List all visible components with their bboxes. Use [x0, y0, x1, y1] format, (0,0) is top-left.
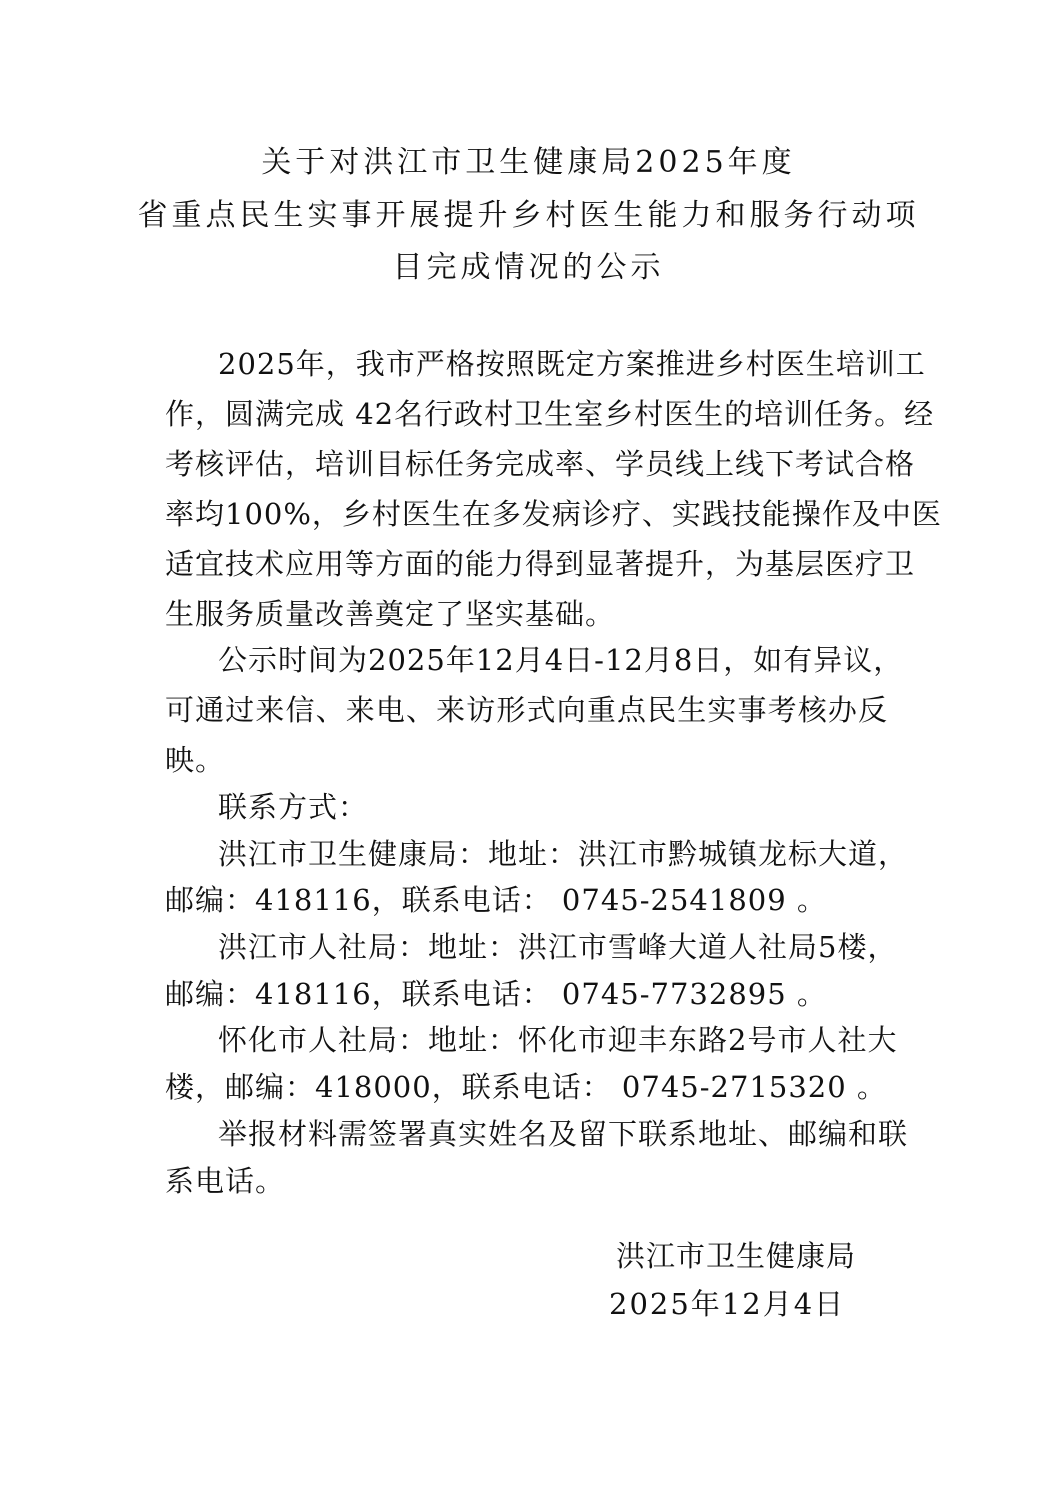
contact1-line: 邮编：418116，联系电话： 0745-2541809 。: [165, 883, 827, 917]
para1-line: 2025年，我市严格按照既定方案推进乡村医生培训工: [218, 347, 926, 381]
para1-line: 率均100%，乡村医生在多发病诊疗、实践技能操作及中医: [165, 497, 942, 531]
contact2-line: 邮编：418116，联系电话： 0745-7732895 。: [165, 977, 827, 1011]
contact2-line: 洪江市人社局：地址：洪江市雪峰大道人社局5楼，: [218, 930, 898, 964]
signature-org: 洪江市卫生健康局: [616, 1239, 857, 1273]
title-line-2: 省重点民生实事开展提升乡村医生能力和服务行动项: [137, 198, 920, 233]
para-last-line: 举报材料需签署真实姓名及留下联系地址、邮编和联: [218, 1117, 909, 1151]
title-line-3: 目完成情况的公示: [392, 250, 665, 285]
para1-line: 考核评估，培训目标任务完成率、学员线上线下考试合格: [165, 447, 916, 481]
para1-line: 作，圆满完成 42名行政村卫生室乡村医生的培训任务。经: [165, 397, 935, 431]
para2-line: 可通过来信、来电、来访形式向重点民生实事考核办反: [165, 693, 888, 727]
contact-heading: 联系方式：: [218, 790, 369, 824]
para1-line: 生服务质量改善奠定了坚实基础。: [165, 597, 616, 631]
para2-line: 映。: [165, 743, 226, 777]
contact1-line: 洪江市卫生健康局：地址：洪江市黔城镇龙标大道，: [218, 837, 909, 871]
para-last-line: 系电话。: [165, 1164, 286, 1198]
title-line-1: 关于对洪江市卫生健康局2025年度: [261, 145, 796, 180]
contact3-line: 楼，邮编：418000，联系电话： 0745-2715320 。: [165, 1070, 887, 1104]
para1-line: 适宜技术应用等方面的能力得到显著提升，为基层医疗卫: [165, 547, 916, 581]
para2-line: 公示时间为2025年12月4日-12月8日，如有异议，: [218, 643, 904, 677]
signature-date: 2025年12月4日: [609, 1287, 846, 1321]
contact3-line: 怀化市人社局：地址：怀化市迎丰东路2号市人社大: [218, 1023, 898, 1057]
